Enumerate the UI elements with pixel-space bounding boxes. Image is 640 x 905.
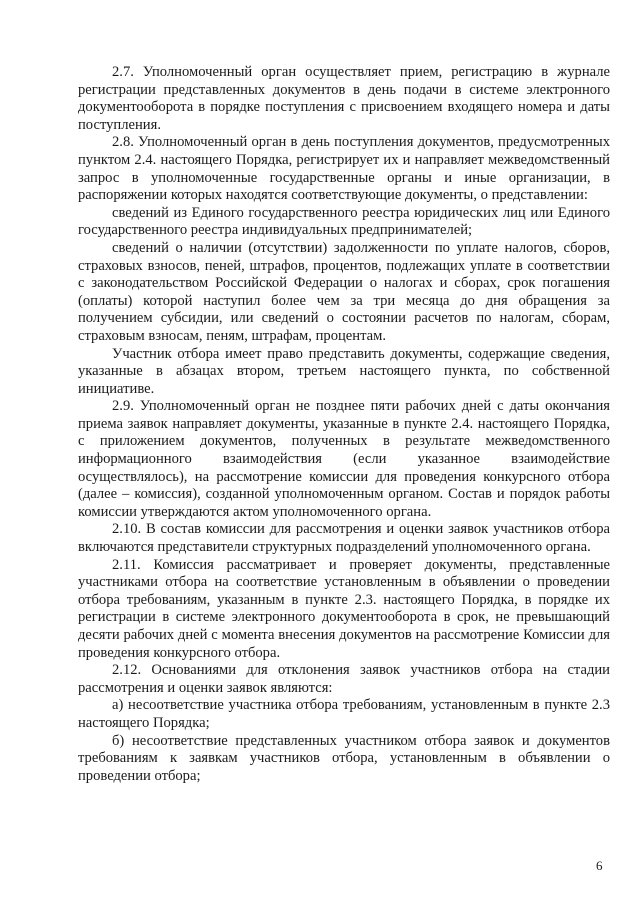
paragraph-2-8: 2.8. Уполномоченный орган в день поступления документов, предусмотренных пунктом 2.4. настоящего Порядка, регистрирует их и направляет межведомственный запрос в уполномоченные государственные органы и иные организации, в распоряжении которых находятся соответствующие документы, о представлении: <box>78 134 610 204</box>
paragraph-2-7: 2.7. Уполномоченный орган осуществляет прием, регистрацию в журнале регистрации представленных документов в день подачи в системе электронного документооборота в порядке поступления с присвоением входящего номера и даты поступления. <box>78 64 610 133</box>
list-item-b: б) несоответствие представленных участником отбора заявок и документов требованиям к заявкам участников отбора, установленным в объявлении о проведении отбора; <box>78 732 610 784</box>
list-item-a: а) несоответствие участника отбора требованиям, установленным в пункте 2.3 настоящего Порядка; <box>78 697 610 731</box>
paragraph-participant-right: Участник отбора имеет право представить документы, содержащие сведения, указанные в абзацах втором, третьем настоящего пункта, по собственной инициативе. <box>78 345 610 397</box>
document-page <box>78 64 610 785</box>
list-item-tax-debt: сведений о наличии (отсутствии) задолженности по уплате налогов, сборов, страховых взносов, пеней, штрафов, процентов, подлежащих уплате в соответствии с законодательством Российской Федерации о налогах и сборах, срок погашения (оплаты) которой наступил более чем за три месяца до дня обращения за получением субсидии, или сведений о состоянии расчетов по налогам, сборам, страховым взносам, пеням, штрафам, процентам. <box>78 239 610 344</box>
paragraph-2-10: 2.10. В состав комиссии для рассмотрения и оценки заявок участников отбора включаются представители структурных подразделений уполномоченного органа. <box>78 521 610 556</box>
paragraph-2-11: 2.11. Комиссия рассматривает и проверяет документы, представленные участниками отбора на соответствие установленным в объявлении о проведении отбора требованиям, указанным в пункте 2.3. настоящего Порядка, в порядке их регистрации в системе электронного документооборота в срок, не превышающий десяти рабочих дней с момента внесения документов на рассмотрение Комиссии для проведения конкурсного отбора. <box>78 556 610 661</box>
page-number: 6 <box>596 858 603 873</box>
paragraph-2-9: 2.9. Уполномоченный орган не позднее пяти рабочих дней с даты окончания приема заявок направляет документы, указанные в пункте 2.4. настоящего Порядка, с приложением документов, полученных в результате межведомственного информационного взаимодействия (если указанное взаимодействие осуществлялось), на рассмотрение комиссии для проведения конкурсного отбора (далее – комиссия), созданной уполномоченным органом. Состав и порядок работы комиссии утверждаются актом уполномоченного органа. <box>78 398 610 520</box>
paragraph-2-12: 2.12. Основаниями для отклонения заявок участников отбора на стадии рассмотрения и оценки заявок являются: <box>78 662 610 696</box>
list-item-egrul: сведений из Единого государственного реестра юридических лиц или Единого государственного реестра индивидуальных предпринимателей; <box>78 204 610 239</box>
